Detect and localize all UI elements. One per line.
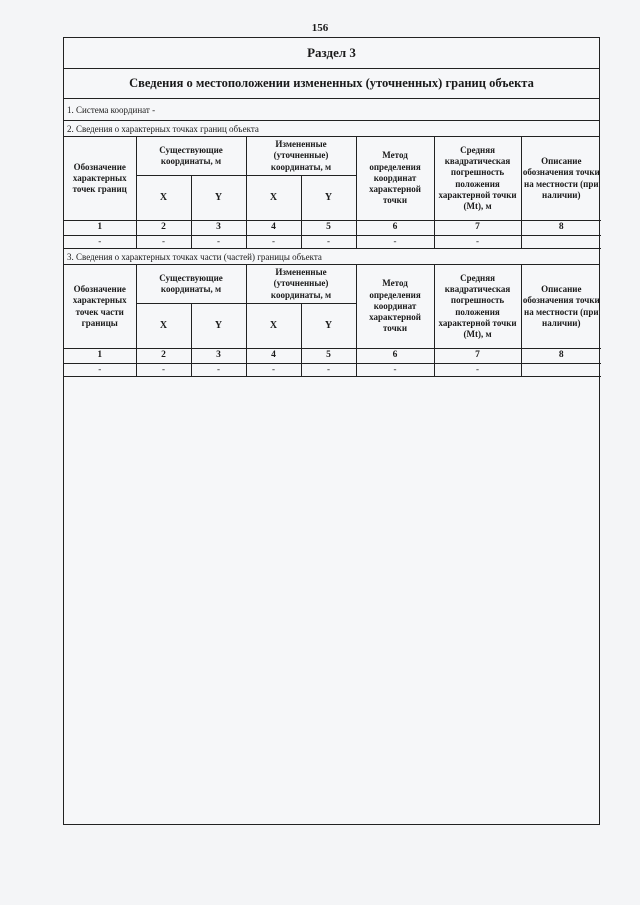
col-error: Средняя квадратическая погрешность положения характерной точки (Mt), м [434,137,521,221]
col-number: 5 [301,349,356,364]
col-description: Описание обозначения точки на местности (при наличии) [521,265,601,349]
col-changed-coords: Измененные (уточненные) координаты, м [246,137,356,176]
col-changed-coords: Измененные (уточненные) координаты, м [246,265,356,304]
col-number: 7 [434,349,521,364]
section-subtitle: Сведения о местоположении измененных (уточненных) границ объекта [64,69,599,99]
cell: - [246,236,301,249]
col-x-existing: X [136,304,191,349]
col-number: 2 [136,221,191,236]
coord-system-line: 1. Система координат - [64,99,599,121]
col-number: 2 [136,349,191,364]
table-row [64,236,601,249]
col-number: 1 [64,221,136,236]
col-number: 5 [301,221,356,236]
column-numbers-row [64,221,601,236]
col-number: 3 [191,349,246,364]
cell: - [64,236,136,249]
cell: - [191,364,246,377]
cell: - [64,364,136,377]
col-y-changed: Y [301,304,356,349]
col-x-existing: X [136,176,191,221]
col-method: Метод определения координат характерной точки [356,265,434,349]
section-frame [63,37,600,825]
cell: - [434,364,521,377]
cell: - [246,364,301,377]
table-row [64,364,601,377]
cell: - [136,364,191,377]
part2-heading: 3. Сведения о характерных точках части (частей) границы объекта [64,249,599,265]
part1-heading: 2. Сведения о характерных точках границ объекта [64,121,599,137]
cell: - [191,236,246,249]
col-number: 8 [521,349,601,364]
page-number: 156 [311,22,329,34]
col-number: 8 [521,221,601,236]
col-number: 6 [356,349,434,364]
boundary-points-table [64,137,601,249]
col-number: 7 [434,221,521,236]
cell: - [356,236,434,249]
col-y-existing: Y [191,176,246,221]
cell: - [434,236,521,249]
cell [521,364,601,377]
cell: - [356,364,434,377]
cell: - [136,236,191,249]
col-designation: Обозначение характерных точек границ [64,137,136,221]
cell [521,236,601,249]
col-number: 6 [356,221,434,236]
col-description: Описание обозначения точки на местности (при наличии) [521,137,601,221]
cell: - [301,236,356,249]
col-x-changed: X [246,304,301,349]
col-number: 4 [246,221,301,236]
section-title: Раздел 3 [64,38,599,69]
col-existing-coords: Существующие координаты, м [136,137,246,176]
col-number: 4 [246,349,301,364]
col-number: 3 [191,221,246,236]
col-existing-coords: Существующие координаты, м [136,265,246,304]
part-boundary-points-table [64,265,601,377]
col-y-existing: Y [191,304,246,349]
col-y-changed: Y [301,176,356,221]
col-x-changed: X [246,176,301,221]
column-numbers-row [64,349,601,364]
col-number: 1 [64,349,136,364]
col-error: Средняя квадратическая погрешность положения характерной точки (Mt), м [434,265,521,349]
col-method: Метод определения координат характерной точки [356,137,434,221]
cell: - [301,364,356,377]
col-designation: Обозначение характерных точек части границы [64,265,136,349]
